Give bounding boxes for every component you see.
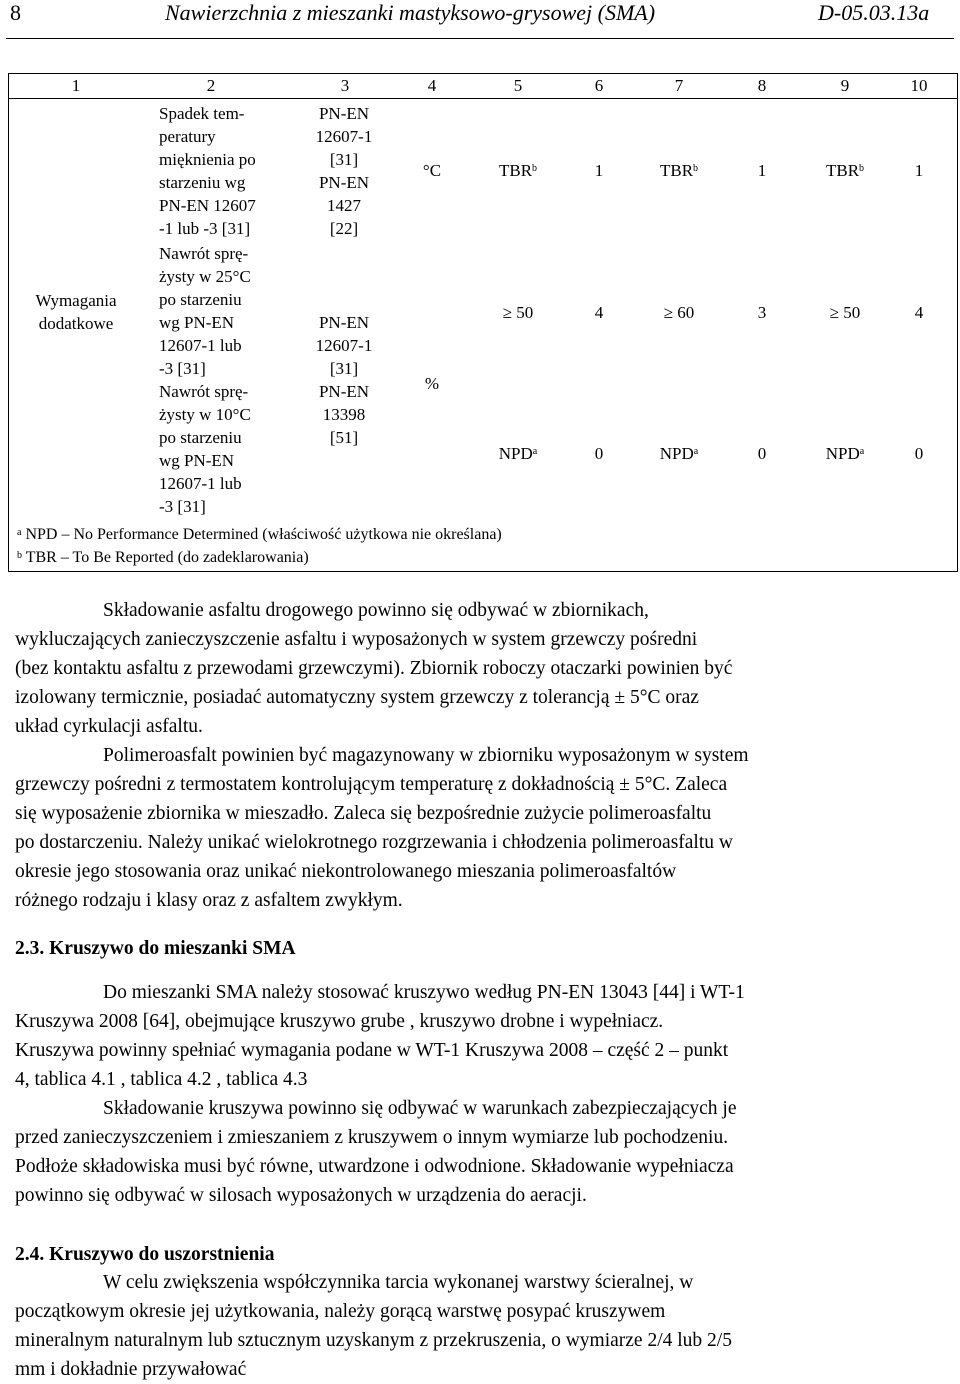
property-line: żysty w 10°C [159,405,251,424]
property-line: Nawrót sprę- [159,382,249,401]
paragraph-roughening-aggregate [15,1268,950,1384]
text-line: okresie jego stosowania oraz unikać niekontrolowanego mieszania polimeroasfaltów [15,861,677,882]
footnote-mark: a [532,446,538,457]
text-line: początkowym okresie jej użytkowania, należy gorącą warstwę posypać kruszywem [15,1301,666,1322]
text-line: grzewczy pośredni z termostatem kontrolującym temperaturę z dokładnością ± 5°C. Zaleca [15,774,728,795]
property-line: po starzeniu [159,290,242,309]
paragraph-aggregate-storage [15,1094,950,1210]
property-line: -3 [31] [159,359,206,378]
value-cell [639,159,719,182]
footnote-text: TBR – To Be Reported (do zadeklarowania) [25,549,309,566]
group-label [16,289,136,335]
text-line: Do mieszanki SMA należy stosować kruszywo według PN-EN 13043 [44] i WT-1 [103,982,745,1003]
value-cell: 1 [914,161,924,180]
value-cell: 4 [594,303,604,322]
value-cell [478,159,558,182]
unit-row1: °C [422,161,442,180]
text-line: izolowany termicznie, posiadać automatyczny system grzewczy z tolerancją ± 5°C oraz [15,687,699,708]
value-cell: 1 [757,161,767,180]
text-line: przed zanieczyszczeniem i zmieszaniem z kruszywem o innym wymiarze lub pochodzeniu. [15,1127,729,1148]
text-line: układ cyrkulacji asfaltu. [15,716,203,737]
document-title: Nawierzchnia z mieszanki mastyksowo-grysowej (SMA) [165,0,656,25]
text-line: powinno się odbywać w silosach wyposażonych w urządzenia do aeracji. [15,1185,587,1206]
property-softening-point [159,102,256,240]
requirements-table [8,73,958,572]
property-line: -1 lub -3 [31] [159,219,251,238]
property-line: PN-EN 12607 [159,196,256,215]
property-line: po starzeniu [159,428,242,447]
group-label-line: Wymagania [35,291,117,310]
text-line: różnego rodzaju i klasy oraz z asfaltem zwykłym. [15,890,403,911]
value-cell: 0 [914,444,924,463]
footnote-mark: a [693,446,699,457]
standard-row1 [299,102,389,240]
header-rule [6,38,954,39]
value-text: TBR [659,161,694,180]
property-line: -3 [31] [159,497,206,516]
col-num: 5 [513,76,523,95]
text-line: Polimeroasfalt powinien być magazynowany w zbiorniku wyposażonym w system [103,745,749,766]
value-cell: ≥ 60 [663,303,695,322]
value-cell: ≥ 50 [502,303,534,322]
value-cell [805,442,885,465]
col-num: 4 [427,76,437,95]
text-line: Podłoże składowiska musi być równe, utwardzone i odwodnione. Składowanie wypełniacza [15,1156,734,1177]
text-line: Kruszywa powinny spełniać wymagania podane w WT-1 Kruszywa 2008 – część 2 – punkt [15,1040,729,1061]
col-num: 9 [840,76,850,95]
unit-shared: % [424,374,440,393]
value-cell [639,442,719,465]
col-num: 8 [757,76,767,95]
property-line: mięknienia po [159,150,256,169]
table-header-rule [9,98,957,99]
text-line: Składowanie kruszywa powinno się odbywać w warunkach zabezpieczających je [103,1098,737,1119]
standard-line: 12607-1 [315,127,373,146]
value-cell: 4 [914,303,924,322]
value-text: NPD [498,444,533,463]
property-line: Spadek tem- [159,104,245,123]
standard-line: [31] [329,359,359,378]
group-label-line: dodatkowe [38,314,114,333]
text-line: Kruszywa 2008 [64], obejmujące kruszywo grube , kruszywo drobne i wypełniacz. [15,1011,664,1032]
value-text: TBR [498,161,533,180]
col-num: 10 [910,76,928,95]
footnote-text: NPD – No Performance Determined (właściwość użytkowa nie określana) [25,526,502,543]
property-line: peratury [159,127,216,146]
col-num: 6 [594,76,604,95]
col-num: 2 [206,76,216,95]
footnote-npd [17,524,502,546]
property-line: starzeniu wg [159,173,246,192]
paragraph-aggregate [15,978,950,1094]
standard-line: [22] [329,219,359,238]
page-header [0,0,960,40]
property-line: 12607-1 lub [159,474,242,493]
text-line: W celu zwiększenia współczynnika tarcia wykonanej warstwy ścieralnej, w [103,1272,694,1293]
footnote-mark: a [17,527,22,538]
text-line: po dostarczeniu. Należy unikać wielokrotnego rozgrzewania i chłodzenia polimeroasfaltu w [15,832,733,853]
text-line: mineralnym naturalnym lub sztucznym uzyskanym z przekruszenia, o wymiarze 2/4 lub 2/5 [15,1330,732,1351]
col-num: 3 [340,76,350,95]
property-line: żysty w 25°C [159,267,251,286]
text-line: wykluczających zanieczyszczenie asfaltu i wyposażonych w system grzewczy pośredni [15,629,698,650]
standard-line: PN-EN [318,313,370,332]
spec-code: D-05.03.13a [818,0,930,25]
footnote-mark: b [17,550,22,561]
value-cell: ≥ 50 [829,303,861,322]
text-line: Składowanie asfaltu drogowego powinno się odbywać w zbiornikach, [103,600,649,621]
footnote-mark: b [532,163,538,174]
property-line: wg PN-EN [159,313,235,332]
value-cell: 3 [757,303,767,322]
section-heading-2-4: 2.4. Kruszywo do uszorstnienia [15,1244,275,1265]
standard-line: 1427 [327,196,361,215]
property-elastic-recovery-25 [159,242,251,380]
text-line: (bez kontaktu asfaltu z przewodami grzewczymi). Zbiornik roboczy otaczarki powinien być [15,658,733,679]
value-cell [478,442,558,465]
text-line: mm i dokładnie przywałować [15,1359,247,1380]
value-cell: 0 [594,444,604,463]
value-cell [805,159,885,182]
col-num: 1 [71,76,81,95]
page-number: 8 [10,0,21,25]
footnote-mark: b [693,163,699,174]
standard-line: PN-EN [318,173,370,192]
value-cell: 0 [757,444,767,463]
section-heading-2-3: 2.3. Kruszywo do mieszanki SMA [15,938,296,959]
footnote-mark: a [859,446,865,457]
standard-line: PN-EN [318,104,370,123]
text-line: się wyposażenie zbiornika w mieszadło. Zaleca się bezpośrednie zużycie polimeroasfaltu [15,803,712,824]
value-text: NPD [825,444,860,463]
property-elastic-recovery-10 [159,380,251,518]
property-line: 12607-1 lub [159,336,242,355]
footnote-tbr [17,547,309,569]
standard-line: [51] [329,428,359,447]
standard-line: 12607-1 [315,336,373,355]
standard-shared [299,311,389,449]
standard-line: [31] [329,150,359,169]
property-line: wg PN-EN [159,451,235,470]
paragraph-polymer-asphalt [15,741,950,915]
value-text: NPD [659,444,694,463]
standard-line: PN-EN [318,382,370,401]
value-text: TBR [825,161,860,180]
standard-line: 13398 [322,405,366,424]
property-line: Nawrót sprę- [159,244,249,263]
col-num: 7 [674,76,684,95]
footnote-mark: b [859,163,865,174]
text-line: 4, tablica 4.1 , tablica 4.2 , tablica 4.3 [15,1069,308,1090]
paragraph-asphalt-storage [15,596,950,741]
value-cell: 1 [594,161,604,180]
